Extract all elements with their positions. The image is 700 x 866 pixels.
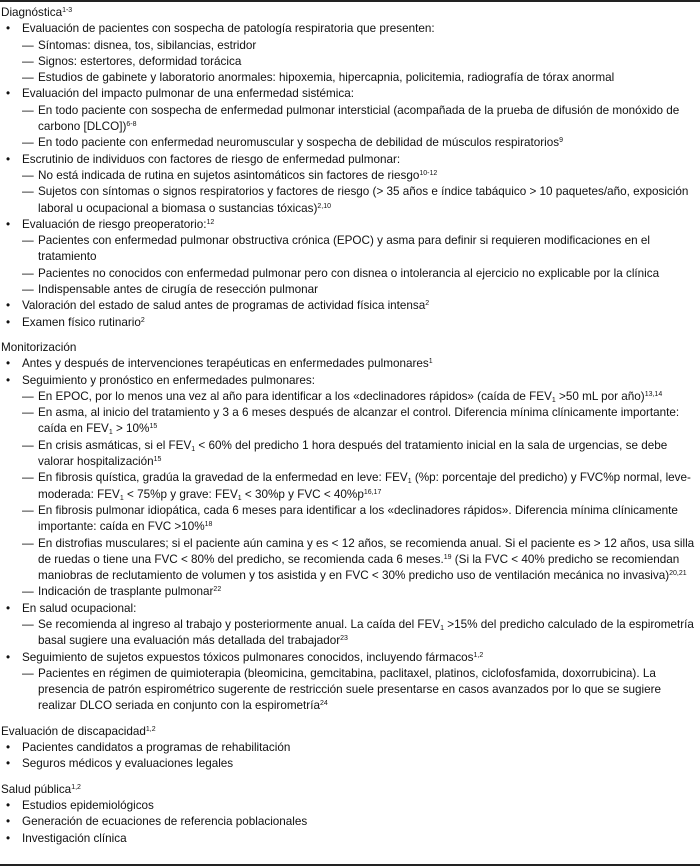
- text-segment: < 60% del predicho 1 hora después del tratamiento inicial en la sala de urgencias, se debe valorar hospitalización: [38, 438, 668, 469]
- dash-icon: —: [22, 103, 34, 117]
- reference-superscript: 1,2: [145, 725, 156, 733]
- reference-superscript: 1-3: [62, 7, 73, 14]
- dash-icon: —: [22, 666, 34, 680]
- text-segment: Generación de ecuaciones de referencia poblacionales: [22, 815, 308, 829]
- sub-list: [22, 617, 700, 650]
- bullet-icon: •: [6, 315, 11, 329]
- reference-superscript: 16,17: [363, 488, 382, 496]
- bullet-icon: •: [6, 373, 11, 387]
- bullet-icon: •: [6, 152, 11, 166]
- text-segment: En todo paciente con sospecha de enfermedad pulmonar intersticial (acompañada de la prueba de difusión de monóxido de carbono [DLCO]): [38, 103, 680, 134]
- sub-list-item: [22, 536, 700, 585]
- sub-list-item: [22, 168, 700, 184]
- text-segment: Estudios de gabinete y laboratorio anormales: hipoxemia, hipercapnia, policitemia, radiografía de tórax anormal: [38, 71, 615, 85]
- list-item: [0, 315, 700, 331]
- sub-list-item: [22, 282, 700, 298]
- section-4: [0, 782, 700, 847]
- bullet-list: [0, 798, 700, 847]
- dash-icon: —: [22, 617, 34, 631]
- section-heading: [0, 5, 700, 21]
- bullet-list: [0, 740, 700, 773]
- text-segment: < 30%p y FVC < 40%p: [241, 487, 364, 501]
- reference-superscript: 2: [425, 300, 430, 308]
- sub-list-item: [22, 405, 700, 438]
- list-item: [0, 356, 700, 372]
- text-segment: Antes y después de intervenciones terapéuticas en enfermedades pulmonares: [22, 357, 429, 371]
- subscript: 1: [407, 478, 412, 486]
- sub-list-item: [22, 266, 700, 282]
- dash-icon: —: [22, 536, 34, 550]
- reference-superscript: 23: [340, 635, 348, 643]
- sub-list-item: [22, 470, 700, 503]
- heading-text: Diagnóstica: [1, 6, 63, 19]
- text-segment: (Si la FVC < 40% predicho se recomiendan maniobras de reclutamiento de volumen y tos asistida y en FVC < 30% predicho uso de ventilación mecánica no invasiva): [38, 552, 680, 583]
- bullet-icon: •: [6, 650, 11, 664]
- dash-icon: —: [22, 406, 34, 420]
- text-segment: En crisis asmáticas, si el FEV: [38, 438, 192, 452]
- subscript: 1: [191, 445, 196, 453]
- text-segment: En todo paciente con enfermedad neuromuscular y sospecha de debilidad de músculos respiratorios: [38, 136, 560, 150]
- sub-list-item: [22, 233, 700, 266]
- text-segment: > 10%: [112, 422, 150, 436]
- text-segment: No está indicada de rutina en sujetos asintomáticos sin factores de riesgo: [38, 168, 420, 182]
- reference-superscript: 18: [204, 521, 213, 529]
- sub-list-item: [22, 184, 700, 217]
- text-segment: Sujetos con síntomas o signos respiratorios y factores de riesgo (> 35 años e índice tabáquico > 10 paquetes/año, exposición laboral u ocupacional a biomasa o sustancias tóxicas): [38, 185, 689, 215]
- bullet-icon: •: [6, 741, 11, 755]
- text-segment: En fibrosis pulmonar idiopática, cada 6 meses para identificar a los «declinadores rápidos». Diferencia mínima clínicamente importante: caída en FVC >10%: [38, 503, 678, 534]
- dash-icon: —: [22, 168, 34, 182]
- reference-superscript: 6-8: [126, 121, 137, 129]
- heading-text: Salud pública: [1, 782, 72, 796]
- text-segment: Evaluación del impacto pulmonar de una enfermedad sistémica:: [22, 87, 354, 101]
- dash-icon: —: [22, 585, 34, 599]
- subscript: 1: [108, 429, 113, 437]
- list-item: [0, 740, 700, 756]
- sub-list: [22, 233, 700, 298]
- text-segment: Escrutinio de individuos con factores de riesgo de enfermedad pulmonar:: [22, 152, 401, 166]
- dash-icon: —: [22, 438, 34, 452]
- sub-list-item: [22, 70, 700, 86]
- text-segment: En distrofias musculares; si el paciente aún camina y es < 12 años, se recomienda anual. Si el paciente es > 12 años, usa silla de ruedas o tiene una FVC < 80% del predicho, se recomienda cada 6 meses.: [38, 536, 695, 566]
- reference-superscript: 2: [140, 316, 145, 324]
- sub-list: [22, 168, 700, 217]
- sub-list-item: [22, 503, 700, 536]
- text-segment: >15% del predicho calculado de la espirometría basal sugiere una evaluación más detallada del trabajador: [38, 617, 694, 648]
- text-segment: Pacientes no conocidos con enfermedad pulmonar pero con disnea o intolerancia al ejercicio no explicable por la clínica: [38, 266, 660, 280]
- section-2: [0, 340, 700, 715]
- text-segment: < 75%p y grave: FEV: [123, 487, 238, 501]
- text-segment: Síntomas: disnea, tos, sibilancias, estridor: [38, 38, 257, 52]
- dash-icon: —: [22, 136, 34, 150]
- text-segment: Indicación de trasplante pulmonar: [38, 585, 214, 599]
- sub-list: [22, 103, 700, 152]
- subscript: 1: [119, 494, 124, 502]
- bullet-icon: •: [6, 357, 11, 371]
- dash-icon: —: [22, 503, 34, 517]
- bullet-icon: •: [6, 22, 11, 36]
- text-segment: En fibrosis quística, gradúa la gravedad de la enfermedad en leve: FEV: [38, 471, 408, 485]
- sub-list: [22, 389, 700, 601]
- sub-list-item: [22, 389, 700, 405]
- reference-superscript: 1: [428, 358, 433, 366]
- text-segment: Investigación clínica: [22, 831, 127, 845]
- subscript: 1: [440, 624, 445, 632]
- text-segment: Pacientes con enfermedad pulmonar obstructiva crónica (EPOC) y asma para definir si requieren modificaciones en el tratamiento: [38, 234, 650, 264]
- text-segment: Seguimiento y pronóstico en enfermedades pulmonares:: [22, 373, 316, 387]
- heading-text: Monitorización: [1, 340, 77, 354]
- bullet-icon: •: [6, 217, 11, 231]
- bullet-list: [0, 356, 700, 715]
- dash-icon: —: [22, 38, 34, 52]
- reference-superscript: 13,14: [644, 390, 663, 398]
- text-segment: Seguros médicos y evaluaciones legales: [22, 757, 234, 771]
- list-item: [0, 373, 700, 601]
- text-segment: Indispensable antes de cirugía de resección pulmonar: [38, 283, 319, 297]
- dash-icon: —: [22, 234, 34, 248]
- section-heading: [0, 724, 700, 740]
- bullet-list: [0, 21, 700, 331]
- list-item: [0, 217, 700, 298]
- text-segment: (%p: porcentaje del predicho) y FVC%p normal, leve-moderada: FEV: [38, 471, 691, 501]
- list-item: [0, 814, 700, 830]
- bullet-icon: •: [6, 831, 11, 845]
- dash-icon: —: [22, 389, 34, 403]
- sub-list-item: [22, 666, 700, 715]
- reference-superscript: 20,21: [669, 570, 687, 578]
- sub-list-item: [22, 617, 700, 650]
- sub-list-item: [22, 54, 700, 70]
- bullet-icon: •: [6, 87, 11, 101]
- text-segment: Evaluación de riesgo preoperatorio:: [22, 217, 207, 231]
- reference-superscript: 10-12: [419, 169, 438, 177]
- reference-superscript: 12: [206, 218, 215, 226]
- reference-superscript: 1,2: [71, 783, 81, 791]
- bullet-icon: •: [6, 815, 11, 829]
- text-segment: Se recomienda al ingreso al trabajo y posteriormente anual. La caída del FEV: [38, 617, 441, 631]
- list-item: [0, 152, 700, 217]
- reference-superscript: 24: [319, 700, 328, 708]
- sub-list-item: [22, 135, 700, 151]
- text-segment: Valoración del estado de salud antes de programas de actividad física intensa: [22, 299, 426, 313]
- sub-list-item: [22, 103, 700, 136]
- text-segment: Signos: estertores, deformidad torácica: [38, 54, 242, 68]
- text-segment: >50 mL por año): [555, 389, 645, 403]
- list-item: [0, 21, 700, 86]
- text-segment: Seguimiento de sujetos expuestos tóxicos pulmonares conocidos, incluyendo fármacos: [22, 650, 474, 664]
- reference-superscript: 2,10: [317, 202, 331, 210]
- text-segment: Estudios epidemiológicos: [22, 798, 154, 812]
- reference-superscript: 22: [213, 586, 222, 594]
- text-segment: Pacientes candidatos a programas de rehabilitación: [22, 741, 291, 755]
- dash-icon: —: [22, 54, 34, 68]
- sub-list-item: [22, 438, 700, 471]
- list-item: [0, 831, 700, 847]
- sub-list: [22, 38, 700, 87]
- list-item: [0, 601, 700, 650]
- text-segment: Pacientes en régimen de quimioterapia (bleomicina, gemcitabina, paclitaxel, platinos, ciclofosfamida, doxorrubicina). La presencia de patrón espirométrico sugerente de restricción suele presentarse en casos avanzados por lo que se sugiere realizar DLCO seriada en conjunto con la espirometría: [38, 666, 662, 713]
- text-segment: Examen físico rutinario: [22, 315, 141, 329]
- dash-icon: —: [22, 471, 34, 485]
- reference-superscript: 19: [443, 553, 452, 561]
- section-heading: [0, 782, 700, 798]
- list-item: [0, 756, 700, 772]
- bullet-icon: •: [6, 798, 11, 812]
- section-3: [0, 724, 700, 773]
- reference-superscript: 9: [559, 137, 563, 145]
- list-item: [0, 86, 700, 151]
- section-heading: [0, 340, 700, 356]
- list-item: [0, 798, 700, 814]
- subscript: 1: [551, 396, 556, 404]
- section-1: [0, 5, 700, 331]
- dash-icon: —: [22, 283, 34, 297]
- text-segment: En asma, al inicio del tratamiento y 3 a 6 meses después de alcanzar el control. Diferencia mínima clínicamente importante: caída en FEV: [38, 406, 680, 436]
- list-item: [0, 650, 700, 715]
- heading-text: Evaluación de discapacidad: [1, 724, 146, 738]
- dash-icon: —: [22, 266, 34, 280]
- dash-icon: —: [22, 185, 34, 199]
- text-segment: En salud ocupacional:: [22, 601, 137, 615]
- text-segment: En EPOC, por lo menos una vez al año para identificar a los «declinadores rápidos» (caída de FEV: [38, 389, 552, 403]
- sub-list-item: [22, 584, 700, 600]
- subscript: 1: [237, 494, 242, 502]
- text-segment: Evaluación de pacientes con sospecha de patología respiratoria que presenten:: [22, 22, 435, 36]
- bullet-icon: •: [6, 601, 11, 615]
- dash-icon: —: [22, 71, 34, 85]
- bullet-icon: •: [6, 757, 11, 771]
- reference-superscript: 15: [153, 456, 162, 464]
- bullet-icon: •: [6, 299, 11, 313]
- sub-list: [22, 666, 700, 715]
- reference-superscript: 15: [149, 423, 158, 431]
- list-item: [0, 298, 700, 314]
- sub-list-item: [22, 38, 700, 54]
- reference-superscript: 1,2: [473, 651, 484, 659]
